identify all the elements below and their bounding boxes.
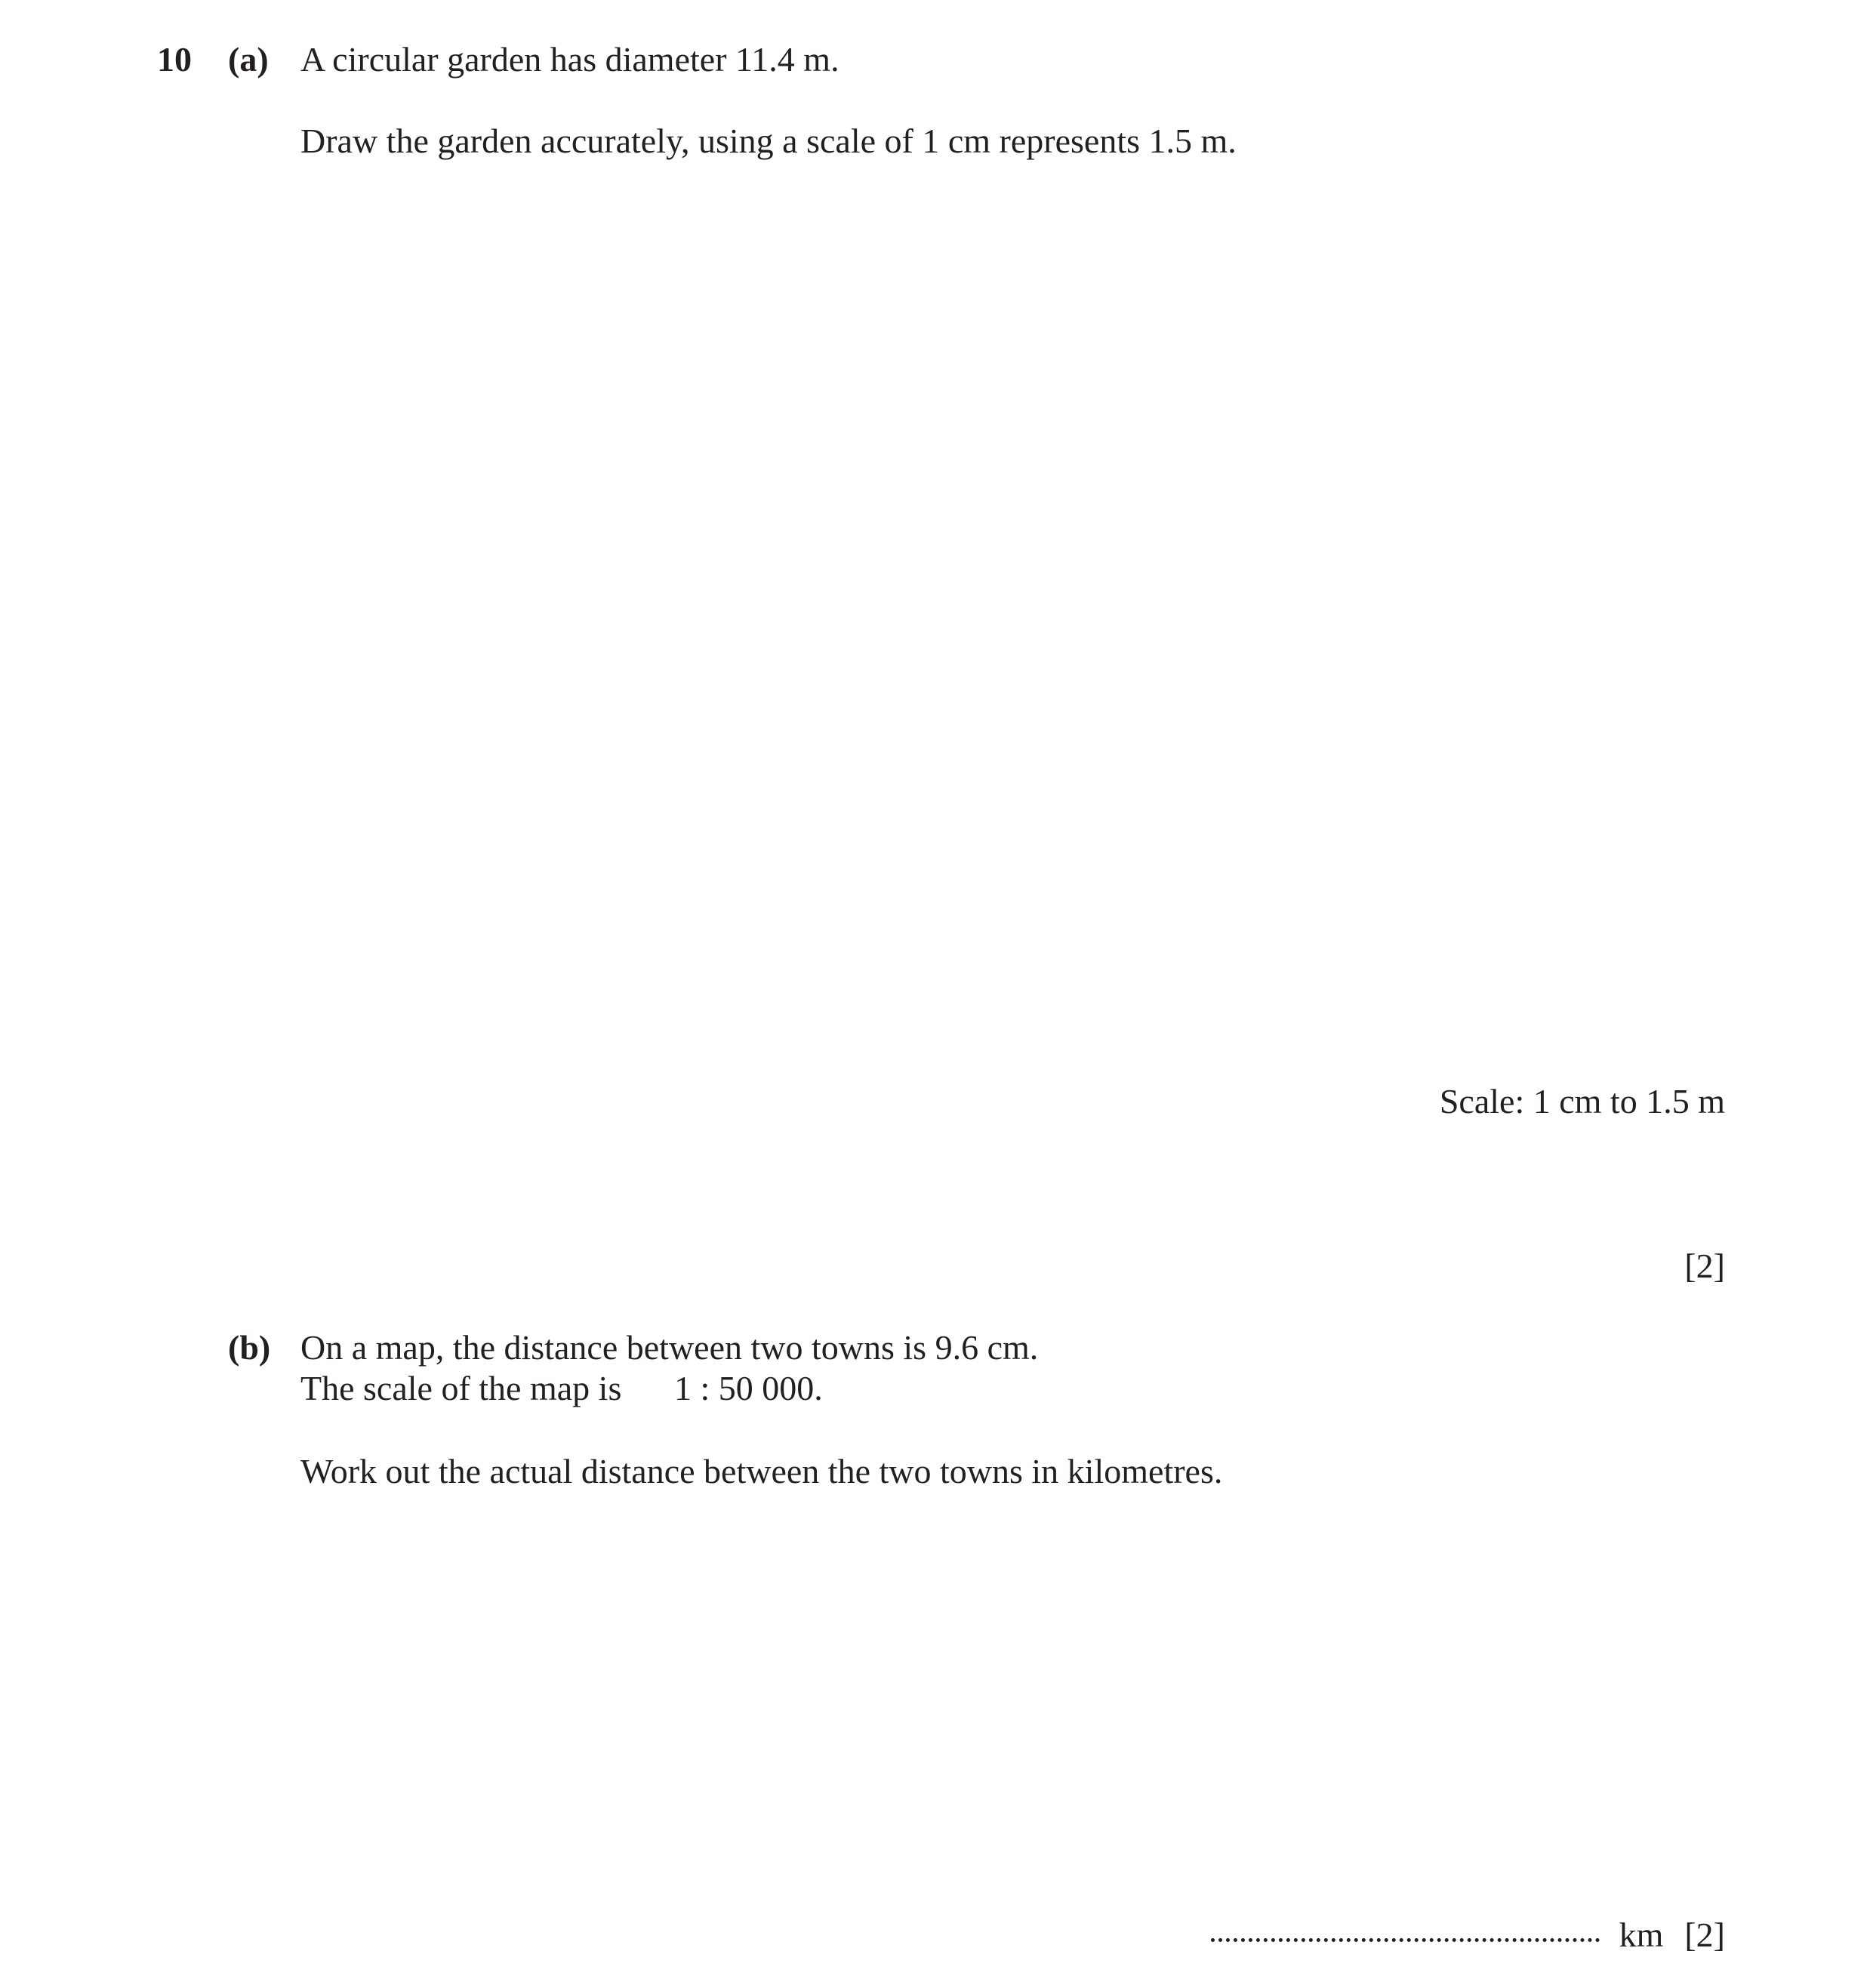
answer-blank[interactable] [1211,1938,1600,1942]
part-b-line-2: The scale of the map is [300,1369,622,1407]
part-b-line-1: On a map, the distance between two towns is 9.6 cm. [300,1328,1039,1367]
part-b-label: (b) [228,1328,271,1367]
answer-unit: km [1619,1916,1664,1954]
working-area[interactable] [300,1503,1727,1895]
part-b-marks: [2] [1684,1916,1725,1954]
part-a-line-2: Draw the garden accurately, using a scale of 1 cm represents 1.5 m. [300,122,1237,160]
map-scale-ratio: 1 : 50 000. [674,1369,823,1407]
scale-note: Scale: 1 cm to 1.5 m [1439,1082,1725,1120]
part-a-label: (a) [228,40,269,79]
part-a-line-1: A circular garden has diameter 11.4 m. [300,40,839,79]
question-number: 10 [157,40,192,79]
answer-line [1211,1918,1725,1953]
part-a-marks: [2] [1684,1247,1725,1285]
drawing-area[interactable] [300,170,1727,1076]
part-b-line-3: Work out the actual distance between the two towns in kilometres. [300,1452,1223,1490]
